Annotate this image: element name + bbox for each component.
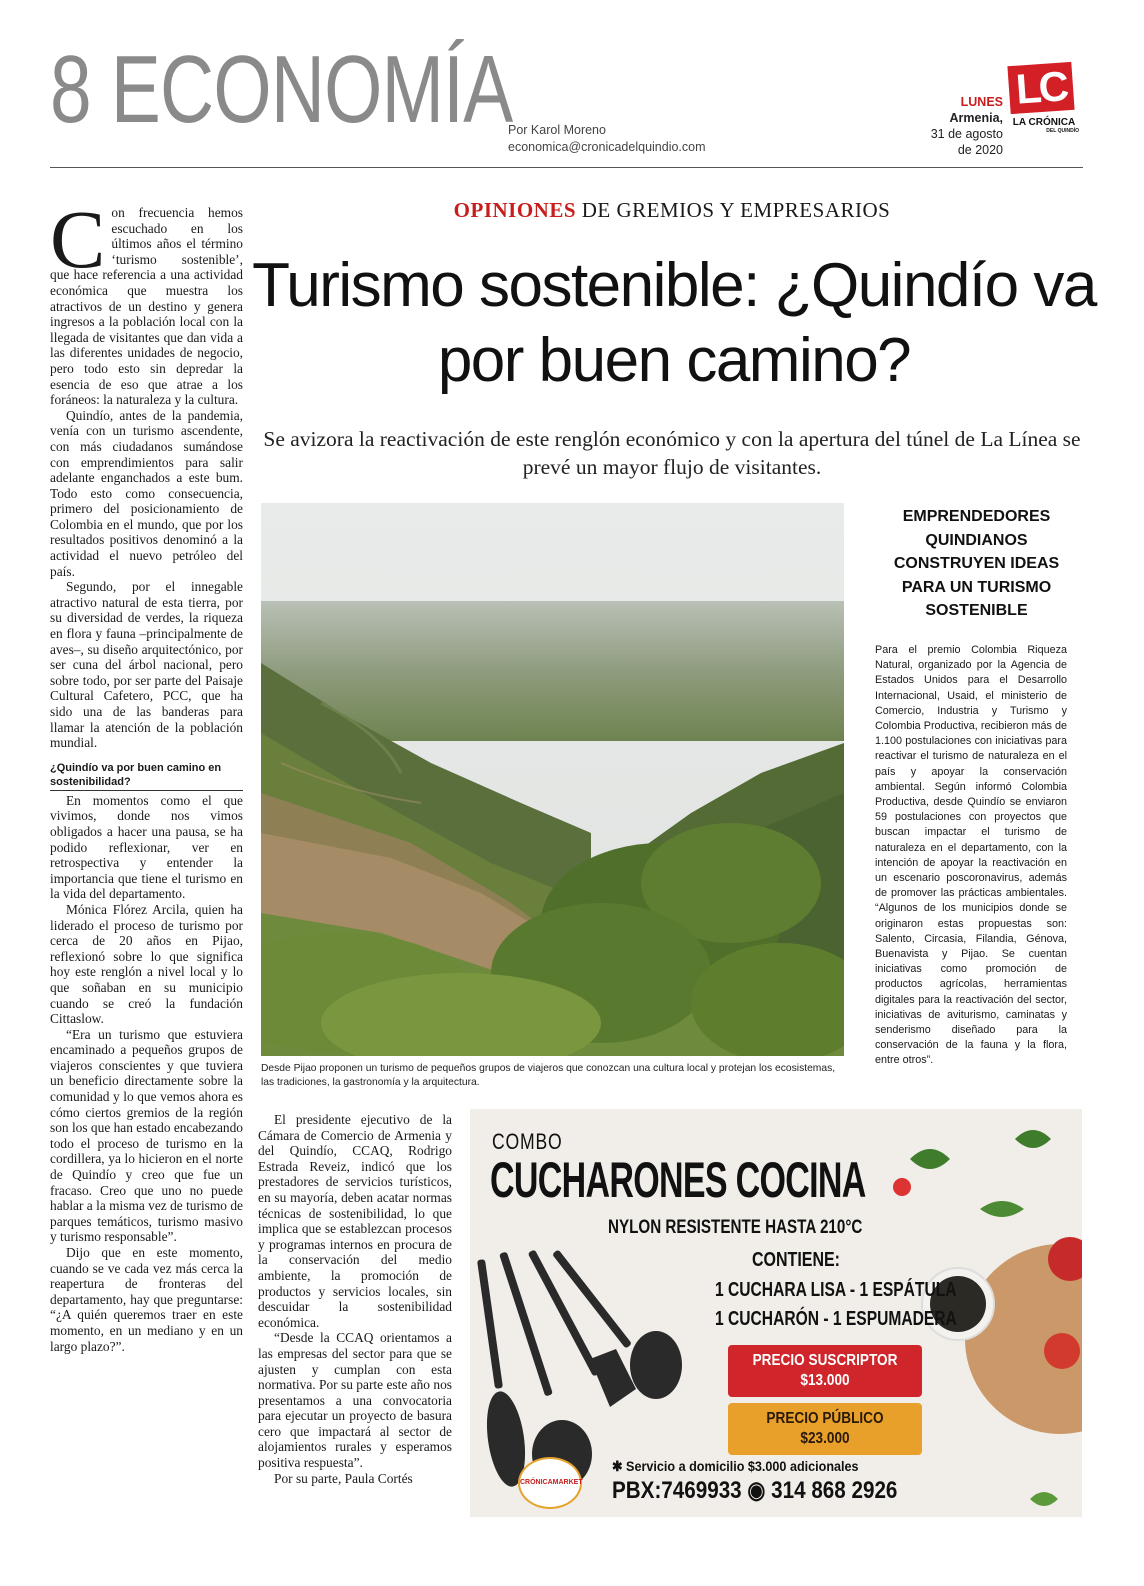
paragraph-5: Mónica Flórez Arcila, quien ha liderado el proceso de turismo por cerca de 20 años en Pijao, reflexionó sobre lo que significa hoy este renglón a nivel local y lo que soñaban en su municipio cuando se creó la fundación Cittaslow. — [50, 901, 243, 1027]
dateline-day: LUNES — [960, 95, 1003, 109]
logo-letters: LC — [1007, 62, 1074, 114]
header-rule — [50, 167, 1083, 168]
dateline — [931, 94, 1003, 158]
logo-name: LA CRÓNICA — [1012, 117, 1076, 128]
section-title: 8 ECONOMÍA — [50, 36, 513, 143]
landscape-photo — [261, 503, 844, 1056]
paragraph-7: Dijo que en este momento, cuando se ve cada vez más cerca la reapertura de fronteras del departamento, hay que preguntarse: “¿A quién queremos traer en este momento, en un mediano y en un largo plazo?”. — [50, 1245, 243, 1354]
byline — [508, 122, 706, 156]
ad-delivery: ✱ Servicio a domicilio $3.000 adicionales — [612, 1458, 859, 1474]
drop-cap: C — [50, 193, 106, 285]
byline-email[interactable]: economica@cronicadelquindio.com — [508, 140, 706, 154]
sidebar-paragraph: Para el premio Colombia Riqueza Natural, organizado por la Agencia de Estados Unidos para el Desarrollo Internacional, Usaid, el ministerio de Comercio, Industria y Turismo y Colombia Productiva, recibieron más de 1.100 postulaciones con iniciativas para reactivar el turismo de naturaleza en el país y apoyar la conservación ambiental. Según informó Colombia Productiva, desde Quindío se enviaron 59 postulaciones con proyectos que buscan impactar el turismo de naturaleza en el departamento, con la intención de apoyar la reactivación en un escenario poscoronavirus, además de promover las prácticas ambientales. “Algunos de los municipios donde se originaron estas propuestas son: Salento, Circasia, Filandia, Génova, Buenavista y Pijao. Se cuentan iniciativas como promoción de productos agrícolas, herramientas digitales para la reactivación del sector, iniciativas de aviturismo, caminatas y senderismo diseñado para la conservación de la fauna y la flora, entre otros”. — [875, 644, 1067, 1067]
price-public — [728, 1403, 922, 1455]
ad-item-1: 1 CUCHARA LISA - 1 ESPÁTULA — [715, 1279, 957, 1301]
kicker-rest: DE GREMIOS Y EMPRESARIOS — [576, 198, 891, 222]
paragraph-4: En momentos como el que vivimos, donde nos vimos obligados a hacer una pausa, se ha podido reflexionar, ver en retrospectiva y entender la importancia que tiene el turismo en la vida del departamento. — [50, 792, 243, 902]
sidebar-body — [875, 643, 1067, 1069]
paragraph-6: “Era un turismo que estuviera encaminado a pequeños grupos de viajeros conscientes y que tuviera un beneficio directamente sobre la comunidad y lo que vemos ahora es cómo ciertos gremios de la región son los que han estado encabezando todo el proceso de turismo en la cordillera, ya lo hicieron en el norte de Quindío y creo que fue un fracaso. Creo que uno no puede hablar a la misma vez de turismo de parques temáticos, turismo masivo y turismo responsable”. — [50, 1026, 243, 1245]
paragraph-9: “Desde la CCAQ orientamos a las empresas del sector para que se ajusten y cumplan con esta normativa. Por su parte este año nos presentamos a una convocatoria para ejecutar un proyecto de basura cero que impactará al sector de alojamientos rurales y esperamos positiva respuesta”. — [258, 1330, 452, 1471]
advertisement[interactable] — [470, 1109, 1082, 1517]
sidebar-title: EMPRENDEDORES QUINDIANOS CONSTRUYEN IDEAS PARA UN TURISMO SOSTENIBLE — [893, 508, 1060, 619]
price-subscriber-label: PRECIO SUSCRIPTOR — [752, 1352, 898, 1369]
price-subscriber — [728, 1345, 922, 1397]
logo-sub: DEL QUINDÍO — [1046, 128, 1079, 134]
paragraph-2: Quindío, antes de la pandemia, venía con un turismo ascendente, con más ciudadanos sumándose con emprendimientos para salir adelante enganchados a este bum. Todo esto como consecuencia, primero del posicionamiento de Colombia en el mundo, que por los resultados positivos denominó a la actividad el nuevo petróleo del país. — [50, 407, 243, 579]
landscape-photo-art — [261, 503, 844, 1056]
article-column-middle — [258, 1112, 452, 1486]
byline-author: Por Karol Moreno — [508, 123, 606, 137]
ad-combo: COMBO — [492, 1129, 563, 1154]
market-logo: CRÓNICAMARKET — [518, 1457, 582, 1509]
dateline-date-1: 31 de agosto — [930, 127, 1003, 141]
ad-subtitle: NYLON RESISTENTE HASTA 210°C — [608, 1217, 863, 1238]
paragraph-10: Por su parte, Paula Cortés — [274, 1470, 413, 1486]
paragraph-3: Segundo, por el innegable atractivo natural de esta tierra, por su diversidad de verdes, la riqueza en flora y fauna –principalmente de aves–, su diseño arquitectónico, por ser cuna del árbol nacional, pero sobre todo, por ser parte del Paisaje Cultural Cafetero, PCC, que ha sido una de las banderas para llamar la atención de la población mundial. — [50, 579, 243, 751]
article-subhead: ¿Quindío va por buen camino en sostenibilidad? — [50, 761, 243, 791]
photo-caption: Desde Pijao proponen un turismo de pequeños grupos de viajeros que conozcan una cultura local y protejan los ecosistemas, las tradiciones, la gastronomía y la arquitectura. — [261, 1063, 836, 1088]
price-public-value: $23.000 — [800, 1430, 850, 1447]
kicker-red: OPINIONES — [453, 198, 577, 222]
kicker — [262, 198, 1082, 223]
ad-item-2: 1 CUCHARÓN - 1 ESPUMADERA — [715, 1308, 957, 1330]
subheadline: Se avizora la reactivación de este renglón económico y con la apertura del túnel de La Línea se prevé un mayor flujo de visitantes. — [263, 427, 1081, 479]
ad-title: CUCHARONES COCINA — [490, 1152, 866, 1208]
price-subscriber-value: $13.000 — [800, 1372, 850, 1389]
ad-phone[interactable]: PBX:7469933 ◉ 314 868 2926 — [612, 1477, 898, 1504]
newspaper-logo — [1009, 64, 1079, 148]
price-public-label: PRECIO PÚBLICO — [766, 1410, 884, 1427]
headline: Turismo sostenible: ¿Quindío va por buen camino? — [252, 251, 1096, 395]
dateline-city: Armenia, — [949, 111, 1003, 125]
article-column-left — [50, 193, 243, 1354]
ad-contains: CONTIENE: — [752, 1249, 840, 1271]
dateline-date-2: de 2020 — [957, 143, 1003, 157]
paragraph-8: El presidente ejecutivo de la Cámara de Comercio de Armenia y del Quindío, CCAQ, Rodrigo Estrada Reveiz, indicó que los prestadores de servicios turísticos, en su mayoría, deben acatar normas técnicas de sostenibilidad, lo que implica que se establezcan procesos y programas internos en procura de la conservación del medio ambiente, la promoción de productos y servicios locales, sin descuidar la sostenibilidad económica. — [258, 1112, 452, 1330]
paragraph-1: Con frecuencia hemos escuchado en los últimos años el término ‘turismo sostenible’, que hace referencia a una actividad económica que muestra los atractivos de un destino y genera ingresos a la población local con la llegada de visitantes que dan vida a las diferentes unidades de negocio, pero todo esto sin depredar la esencia de eso que atrae a los foráneos: la naturaleza y la cultura. — [50, 193, 243, 408]
